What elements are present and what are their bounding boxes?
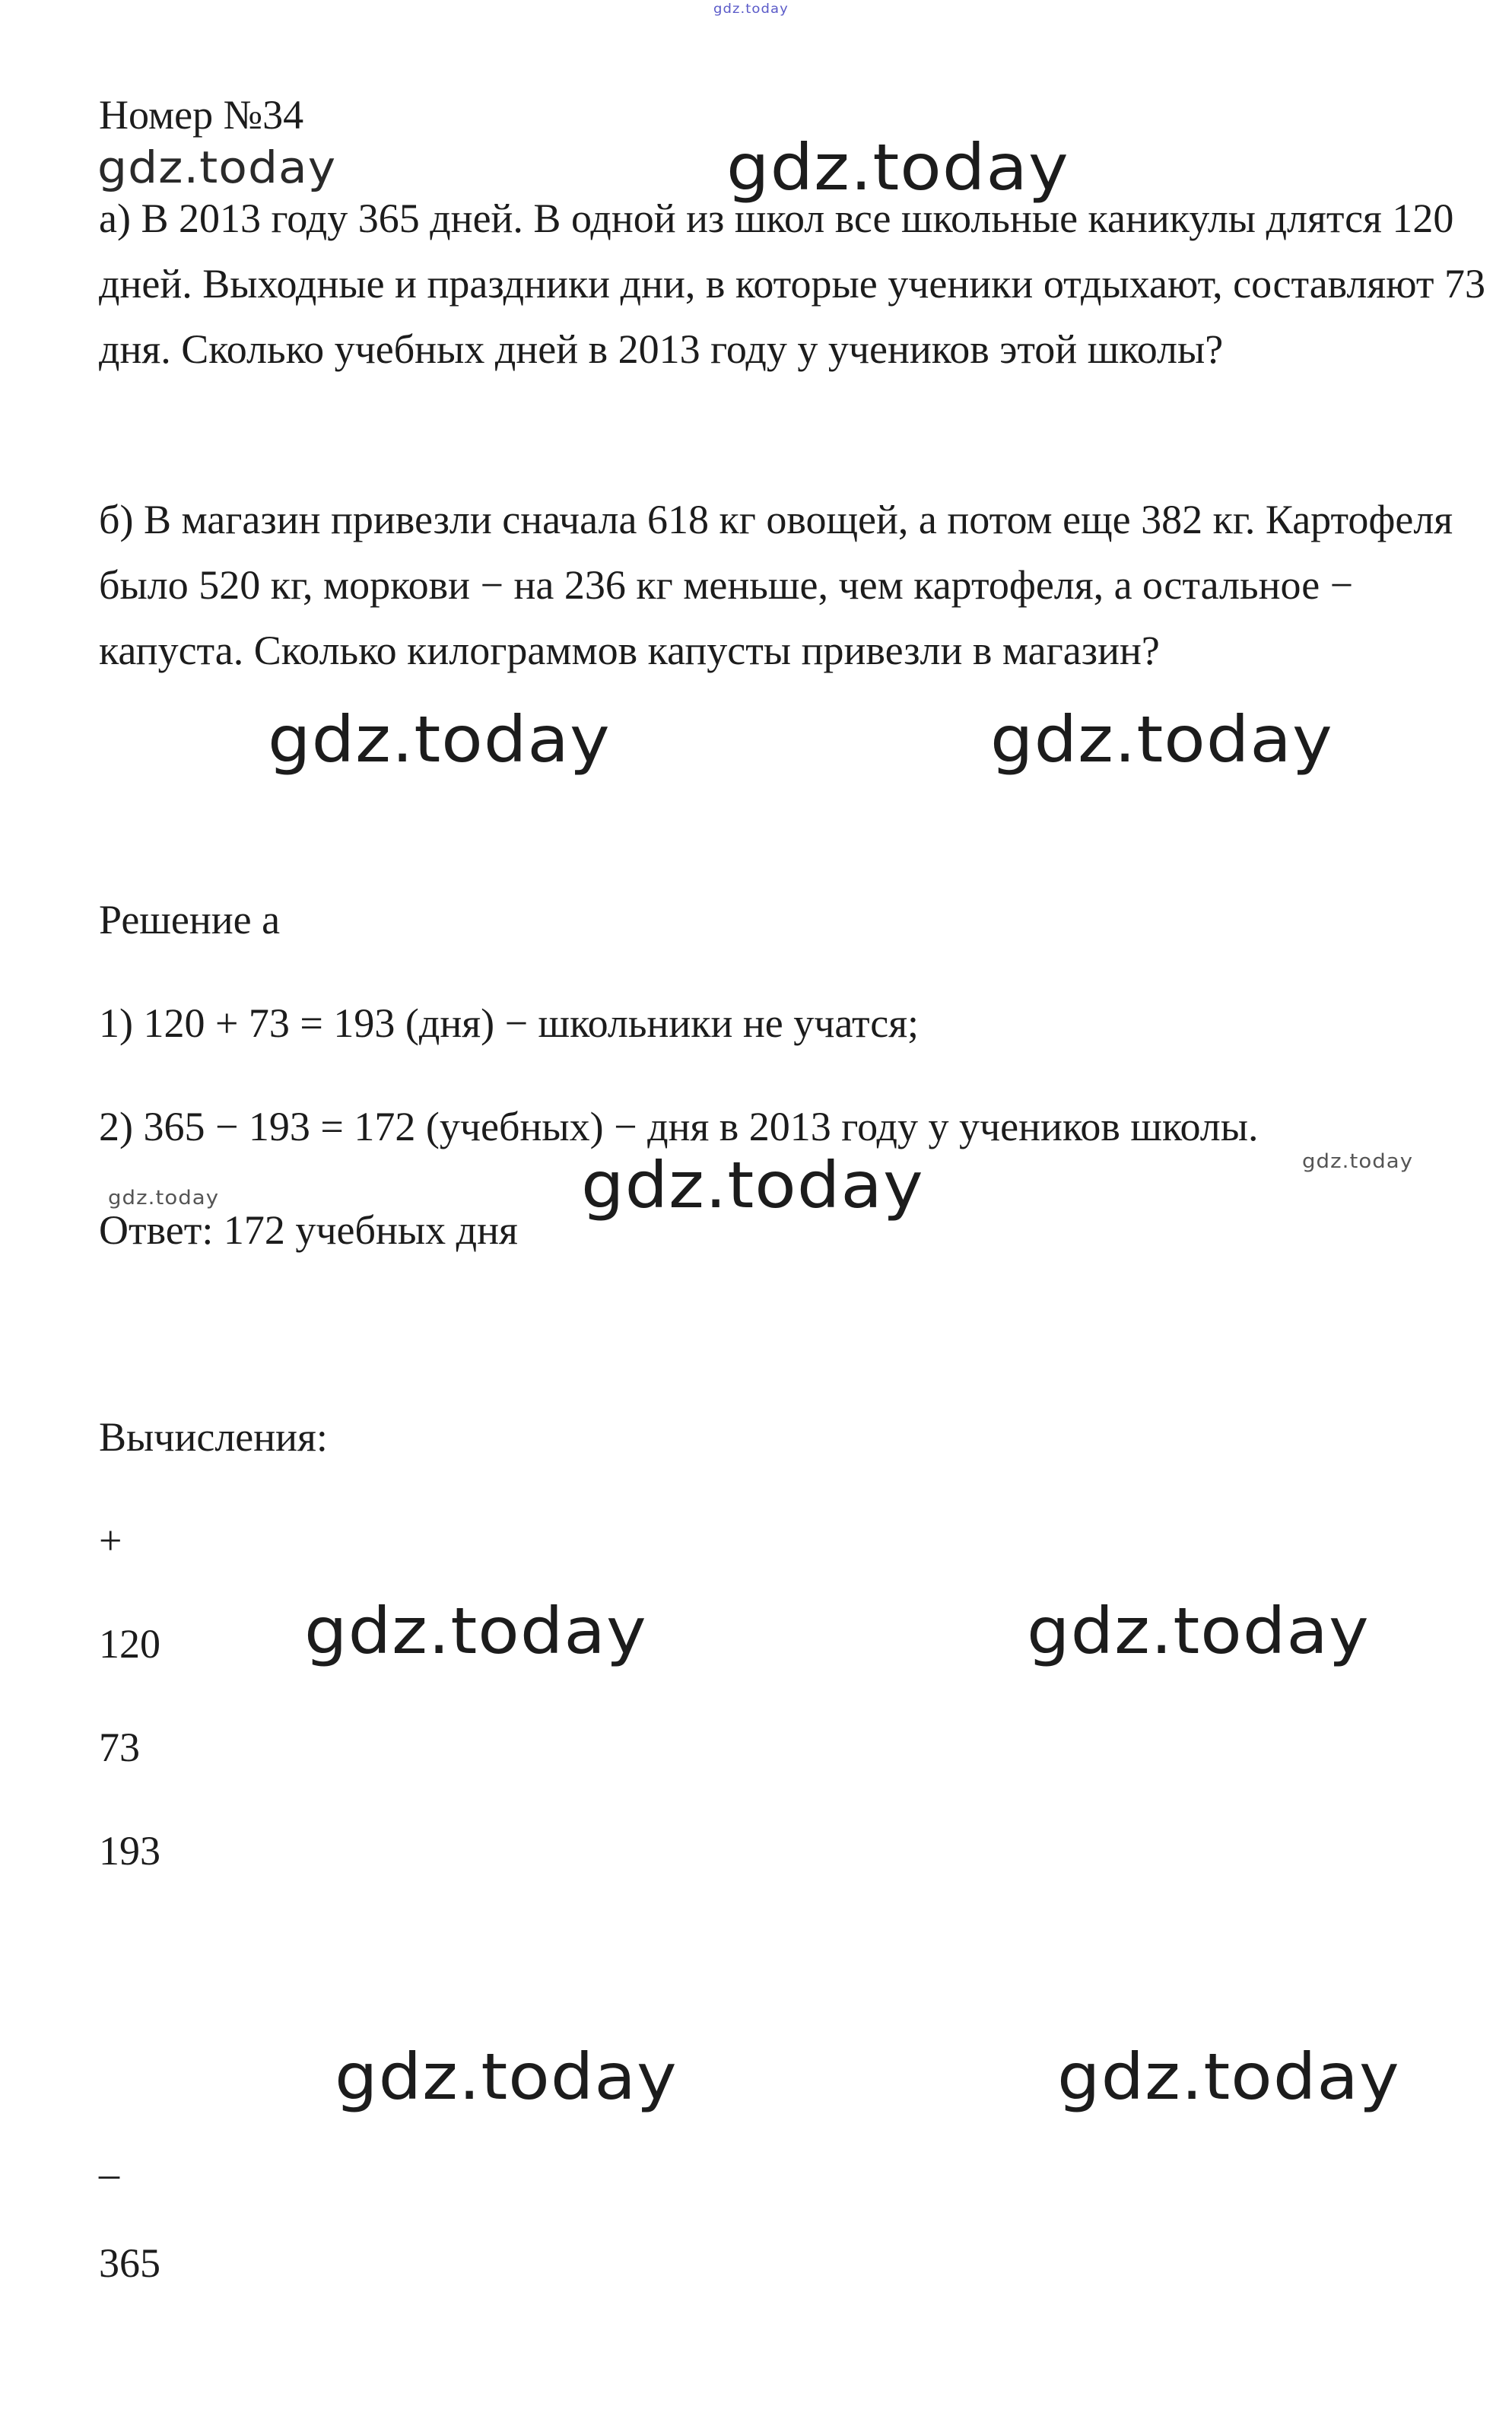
watermark-row4-right: gdz.today bbox=[1057, 2039, 1400, 2114]
watermark-row2-left: gdz.today bbox=[268, 702, 611, 777]
calculations-heading: Вычисления: bbox=[99, 1414, 328, 1460]
problem-part-b: б) В магазин привезли сначала 618 кг овощей, а потом еще 382 кг. Картофеля было 520 кг, моркови − на 236 кг меньше, чем картофеля, а остальное − капуста. Сколько килограммов капусты привезли в магазин? bbox=[99, 497, 1453, 673]
addition-sign: + bbox=[99, 1518, 122, 1563]
solution-step-1: 1) 120 + 73 = 193 (дня) − школьники не учатся; bbox=[99, 1000, 920, 1046]
watermark-row3-left: gdz.today bbox=[304, 1594, 647, 1668]
watermark-row3-right: gdz.today bbox=[1027, 1594, 1370, 1668]
problem-part-a: а) В 2013 году 365 дней. В одной из школ все школьные каникулы длятся 120 дней. Выходные и праздники дни, в которые ученики отдыхают, составляют 73 дня. Сколько учебных дней в 2013 году у учеников этой школы? bbox=[99, 196, 1485, 372]
subtraction-operand-1: 365 bbox=[99, 2240, 160, 2286]
watermark-left-mid: gdz.today bbox=[97, 141, 337, 193]
watermark-row2-right: gdz.today bbox=[990, 702, 1333, 777]
watermark-answer-left-small: gdz.today bbox=[108, 1187, 220, 1210]
watermark-answer-right-small: gdz.today bbox=[1302, 1150, 1414, 1173]
watermark-top-tiny: gdz.today bbox=[713, 2, 789, 17]
addition-result: 193 bbox=[99, 1828, 160, 1874]
addition-operand-1: 120 bbox=[99, 1621, 160, 1667]
problem-title: Номер №34 bbox=[99, 92, 304, 138]
solution-heading: Решение а bbox=[99, 897, 281, 943]
solution-step-2: 2) 365 − 193 = 172 (учебных) − дня в 2013 году у учеников школы. bbox=[99, 1104, 1259, 1149]
watermark-center-top: gdz.today bbox=[726, 130, 1069, 205]
watermark-row4-left: gdz.today bbox=[335, 2039, 678, 2114]
subtraction-sign: _ bbox=[99, 2137, 119, 2182]
watermark-answer-center: gdz.today bbox=[581, 1148, 924, 1222]
solution-answer: Ответ: 172 учебных дня bbox=[99, 1207, 518, 1253]
addition-operand-2: 73 bbox=[99, 1725, 140, 1770]
